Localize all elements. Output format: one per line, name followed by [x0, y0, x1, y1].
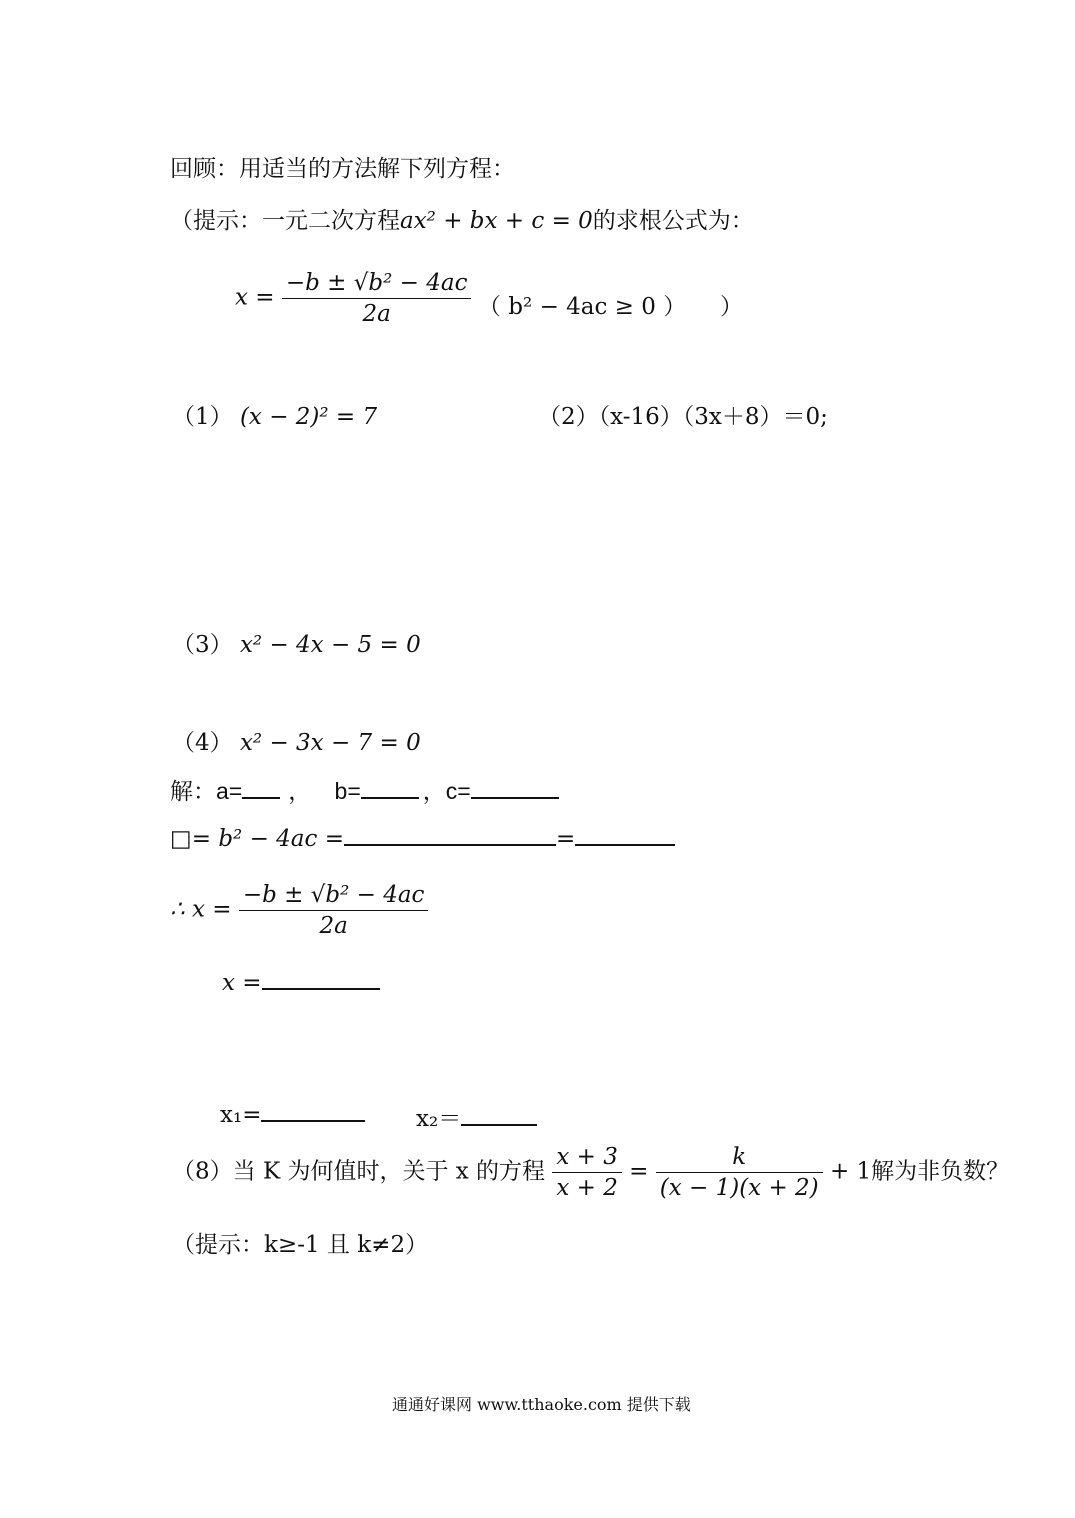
- a-label: a=: [216, 778, 243, 804]
- problem-8-lhs-numerator: x + 3: [552, 1142, 622, 1173]
- problem-2-equation: （x-16）（3x＋8）＝0;: [598, 404, 828, 430]
- problem-8-text-before: （8）当 K 为何值时，关于 x 的方程: [172, 1158, 546, 1185]
- abc-line: 解：a= ， b= ，c=: [170, 773, 559, 806]
- a-blank[interactable]: [242, 777, 280, 799]
- therefore-numerator: −b ± √b² − 4ac: [239, 880, 429, 911]
- general-equation: ax² + bx + c = 0: [400, 208, 593, 234]
- delta-lhs: □= b² − 4ac =: [170, 826, 344, 852]
- problem-8-lhs-fraction: [552, 1142, 622, 1203]
- c-label: c=: [445, 778, 471, 804]
- problem-3-label: （3）: [172, 632, 233, 658]
- review-heading: 回顾：用适当的方法解下列方程：: [170, 156, 515, 182]
- hint-intro: （提示：一元二次方程: [170, 208, 400, 234]
- therefore-denominator: 2a: [319, 913, 348, 939]
- delta-line: [170, 824, 675, 852]
- b-label: b=: [334, 778, 361, 804]
- problem-4-label: （4）: [172, 730, 233, 756]
- x1-line: [220, 1100, 365, 1128]
- problem-8-rhs-fraction: [656, 1142, 823, 1203]
- delta-blank-1[interactable]: [344, 824, 556, 846]
- formula-fraction: [282, 268, 472, 329]
- b-blank[interactable]: [361, 777, 419, 799]
- problem-8-rhs-denominator: (x − 1)(x + 2): [659, 1175, 819, 1201]
- problem-4-equation: x² − 3x − 7 = 0: [239, 730, 421, 756]
- problem-2: [538, 398, 828, 431]
- problem-3-equation: x² − 4x − 5 = 0: [239, 632, 421, 658]
- formula-denominator: 2a: [362, 301, 391, 327]
- x-answer-line: [222, 968, 380, 996]
- close-paren: ）: [720, 294, 743, 320]
- problem-8-equals: =: [629, 1158, 649, 1185]
- x1-blank[interactable]: [261, 1100, 365, 1122]
- problem-2-label: （2）: [538, 404, 599, 430]
- therefore-lhs: ∴ x =: [170, 896, 232, 923]
- problem-3: [172, 626, 421, 659]
- x2-label: x₂＝: [416, 1106, 462, 1132]
- page-footer: 通通好课网 www.tthaoke.com 提供下载: [392, 1395, 691, 1414]
- x-blank[interactable]: [262, 968, 380, 990]
- hint-end: 的求根公式为：: [592, 208, 754, 234]
- formula-lhs: x =: [235, 284, 275, 311]
- problem-8-rhs-numerator: k: [656, 1142, 823, 1173]
- c-blank[interactable]: [471, 777, 559, 799]
- problem-8-plus-one: + 1: [829, 1158, 872, 1185]
- delta-blank-2[interactable]: [575, 824, 675, 846]
- problem-8-text-after: 解为非负数？: [871, 1158, 1010, 1185]
- x2-blank[interactable]: [461, 1104, 537, 1126]
- formula-numerator: −b ± √b² − 4ac: [282, 268, 472, 299]
- therefore-formula: [170, 880, 428, 941]
- solution-prefix: 解：: [170, 779, 216, 805]
- problem-8-lhs-denominator: x + 2: [556, 1175, 618, 1201]
- discriminant-condition: （ b² − 4ac ≥ 0 ）: [478, 294, 687, 320]
- x1-label: x₁=: [220, 1102, 262, 1128]
- problem-1-equation: (x − 2)² = 7: [239, 404, 378, 430]
- problem-1-label: （1）: [172, 404, 233, 430]
- problem-1: [172, 398, 377, 431]
- delta-equals: =: [555, 826, 576, 852]
- problem-4: [172, 724, 421, 757]
- hint-line: [170, 202, 754, 235]
- therefore-fraction: [239, 880, 429, 941]
- problem-8-hint: （提示：k≥-1 且 k≠2）: [172, 1232, 429, 1258]
- quadratic-formula: [235, 268, 471, 329]
- problem-8: [172, 1142, 1009, 1203]
- x-label: x =: [222, 970, 262, 996]
- x2-line: [416, 1100, 537, 1133]
